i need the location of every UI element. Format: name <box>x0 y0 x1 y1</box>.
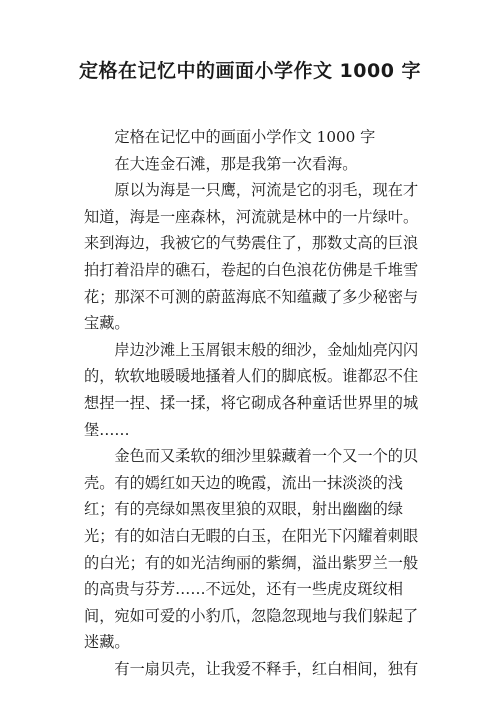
document-title: 定格在记忆中的画面小学作文 1000 字 <box>78 60 422 82</box>
paragraph: 有一扇贝壳，让我爱不释手，红白相间，独有 <box>114 659 419 678</box>
paragraph: 岸边沙滩上玉屑银末般的细沙，金灿灿亮闪闪的，软软地暖暖地搔着人们的脚底板。谁都忍不住想捏一捏、揉一揉，将它砌成各种童话世界里的城堡…… <box>84 340 419 439</box>
paragraph: 在大连金石滩，那是我第一次看海。 <box>114 154 358 173</box>
document-body <box>84 124 422 682</box>
paragraph: 金色而又柔软的细沙里躲藏着一个又一个的贝壳。有的嫣红如天边的晚霞，流出一抹淡淡的浅红；有的亮绿如黑夜里狼的双眼，射出幽幽的绿光；有的如洁白无暇的白玉，在阳光下闪耀着刺眼的白光；有的如光洁绚丽的紫绸，溢出紫罗兰一般的高贵与芬芳……不远处，还有一些虎皮斑纹相间，宛如可爱的小豹爪，忽隐忽现地与我们躲起了迷藏。 <box>84 447 419 652</box>
paragraph: 原以为海是一只鹰，河流是它的羽毛，现在才知道，海是一座森林，河流就是林中的一片绿叶。来到海边，我被它的气势震住了，那数丈高的巨浪拍打着沿岸的礁石，卷起的白色浪花仿佛是千堆雪花；那深不可测的蔚蓝海底不知蕴藏了多少秘密与宝藏。 <box>84 181 419 333</box>
paragraph: 定格在记忆中的画面小学作文 1000 字 <box>114 128 376 146</box>
